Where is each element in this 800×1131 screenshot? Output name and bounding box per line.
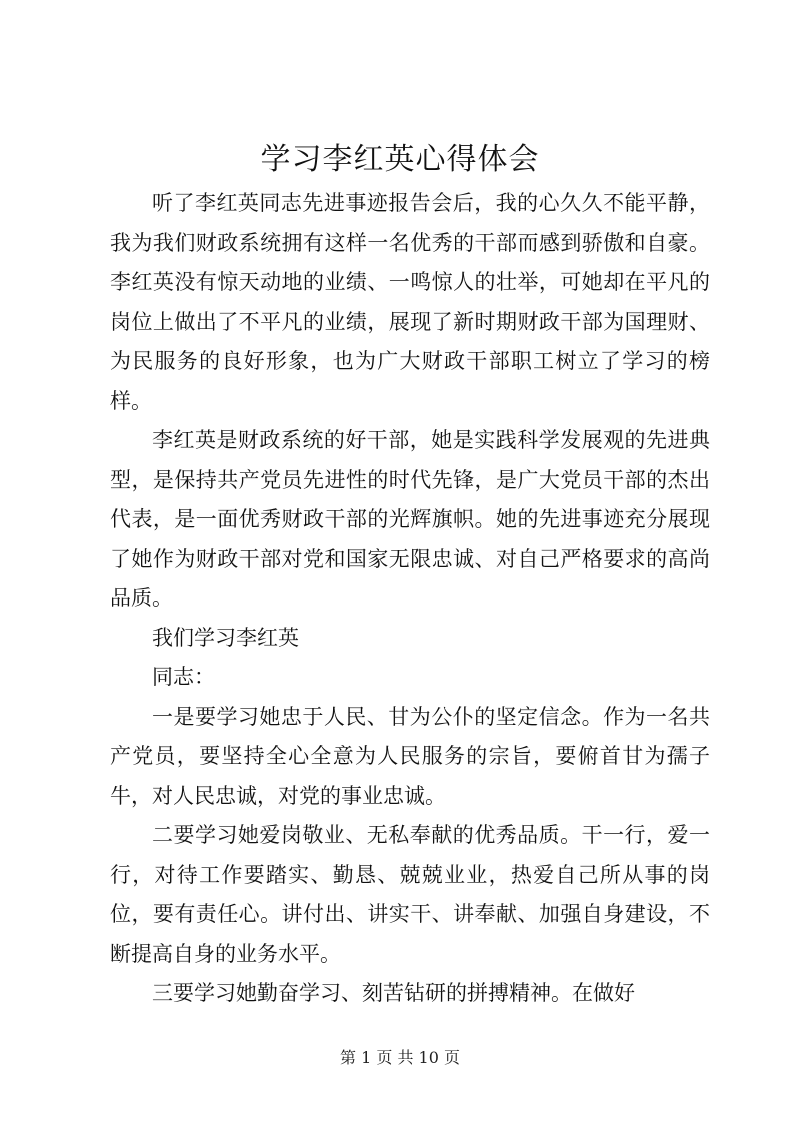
paragraph-intro: 听了李红英同志先进事迹报告会后，我的心久久不能平静，我为我们财政系统拥有这样一名优秀的干部而感到骄傲和自豪。李红英没有惊天动地的业绩、一鸣惊人的壮举，可她却在平凡的岗位上做出了不平凡的业绩，展现了新时期财政干部为国理财、为民服务的良好形象，也为广大财政干部职工树立了学习的榜样。 bbox=[110, 191, 710, 413]
paragraph-we-learn: 我们学习李红英 bbox=[152, 625, 299, 650]
page-number-footer: 第 1 页 共 10 页 bbox=[340, 1048, 460, 1067]
paragraph-point-one: 一是要学习她忠于人民、甘为公仆的坚定信念。作为一名共产党员，要坚持全心全意为人民服务的宗旨，要俯首甘为孺子牛，对人民忠诚，对党的事业忠诚。 bbox=[110, 704, 710, 808]
paragraph-comrade: 同志： bbox=[152, 665, 215, 689]
paragraph-model-cadre: 李红英是财政系统的好干部，她是实践科学发展观的先进典型，是保持共产党员先进性的时代先锋，是广大党员干部的杰出代表，是一面优秀财政干部的光辉旗帜。她的先进事迹充分展现了她作为财政干部对党和国家无限忠诚、对自己严格要求的高尚品质。 bbox=[110, 428, 710, 610]
document-body bbox=[110, 184, 710, 1014]
paragraph-point-two: 二要学习她爱岗敬业、无私奉献的优秀品质。干一行，爱一行，对待工作要踏实、勤恳、兢兢业业，热爱自己所从事的岗位，要有责任心。讲付出、讲实干、讲奉献、加强自身建设，不断提高自身的业务水平。 bbox=[110, 823, 710, 966]
paragraph-point-three: 三要学习她勤奋学习、刻苦钻研的拼搏精神。在做好 bbox=[152, 981, 635, 1005]
document-title: 学习李红英心得体会 bbox=[260, 142, 540, 177]
